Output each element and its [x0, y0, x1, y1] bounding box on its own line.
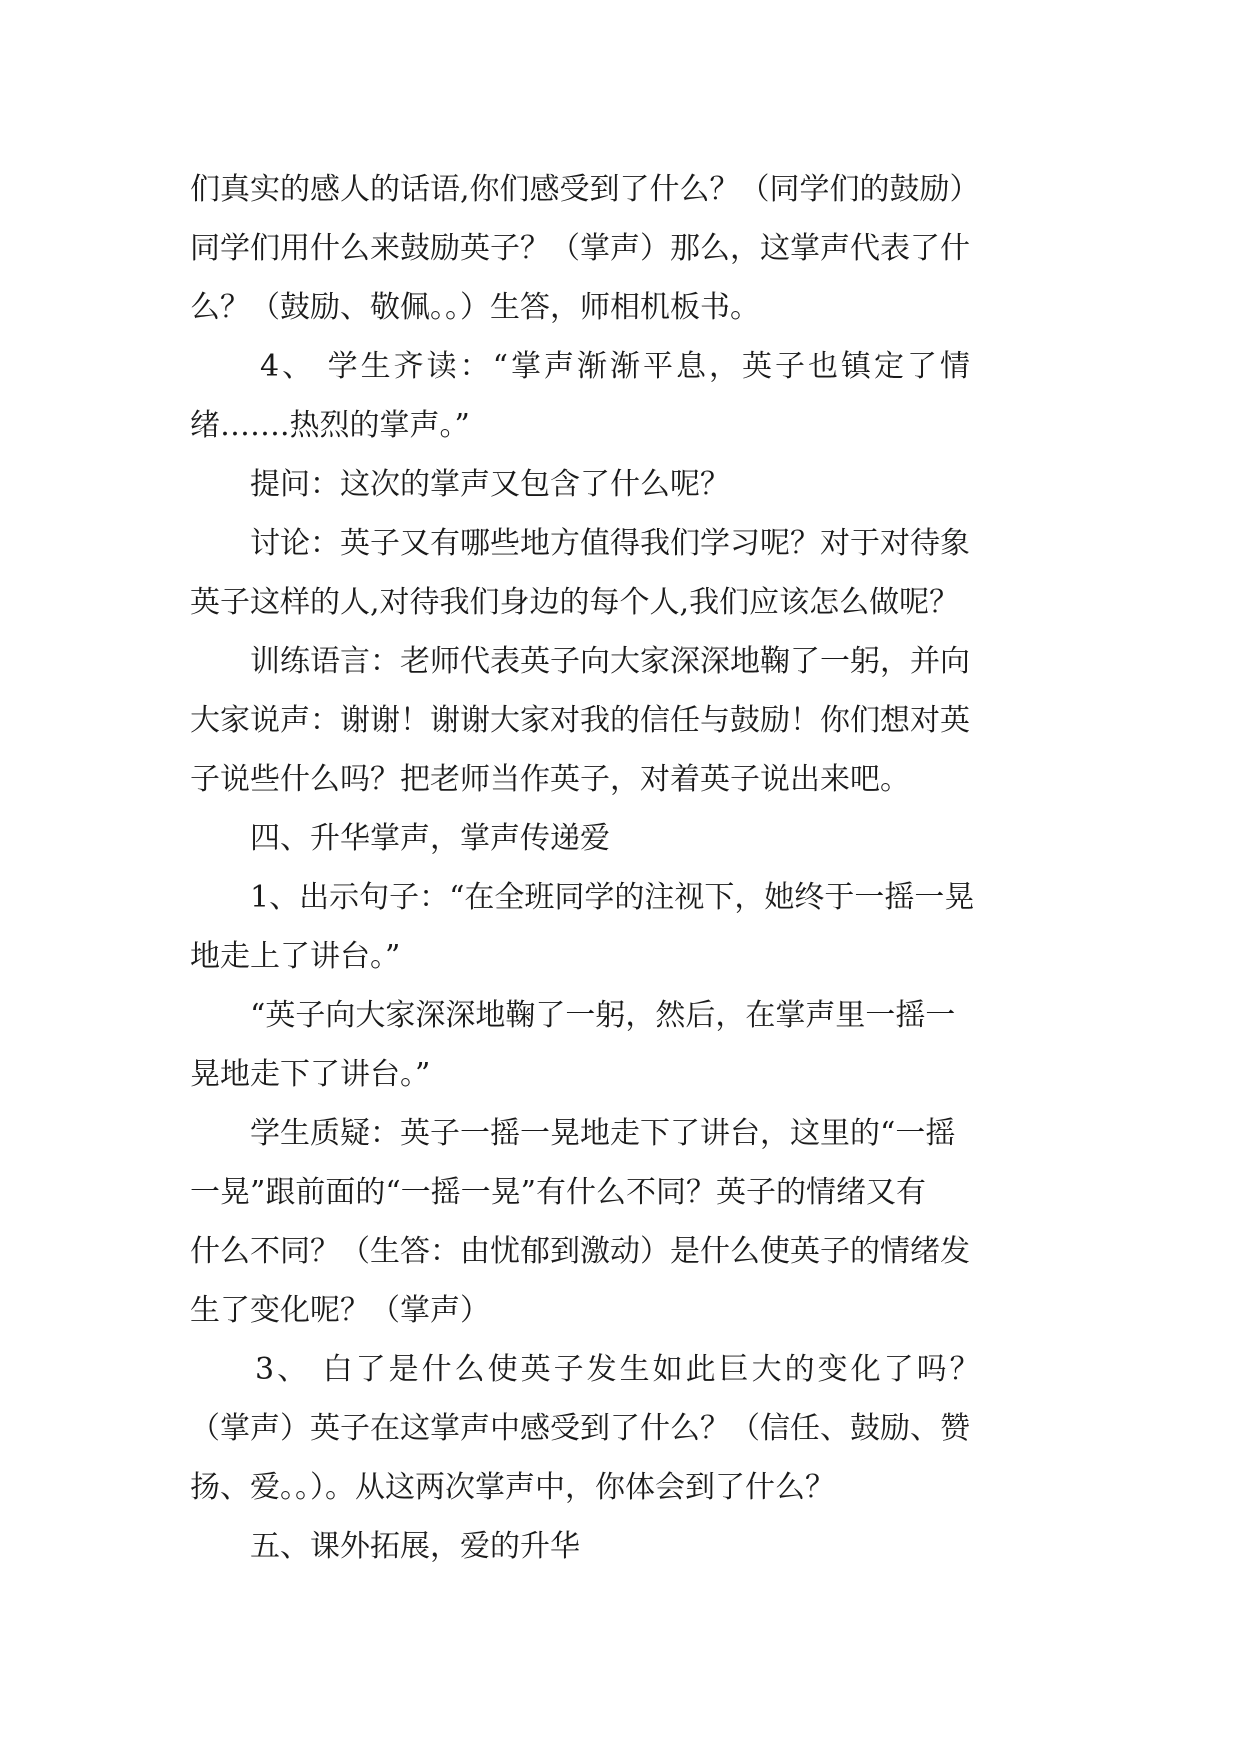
text-line: 子说些什么吗？把老师当作英子，对着英子说出来吧。 — [190, 762, 910, 797]
text-line: 学生质疑：英子一摇一晃地走下了讲台，这里的“一摇 — [250, 1116, 956, 1151]
text-line: （掌声）英子在这掌声中感受到了什么？（信任、鼓励、赞 — [190, 1411, 970, 1446]
text-line: 扬、爱。。）。从这两次掌声中，你体会到了什么？ — [190, 1470, 835, 1505]
text-line: 大家说声：谢谢！谢谢大家对我的信任与鼓励！你们想对英 — [190, 703, 970, 738]
text-line: 绪…….热烈的掌声。” — [190, 408, 470, 443]
text-line: 生了变化呢？（掌声） — [190, 1293, 490, 1328]
text-line: 同学们用什么来鼓励英子？（掌声）那么，这掌声代表了什 — [190, 231, 970, 266]
text-line: 英子这样的人,对待我们身边的每个人,我们应该怎么做呢？ — [190, 585, 960, 620]
text-line: 么？（鼓励、敬佩。。）生答，师相机板书。 — [190, 290, 760, 325]
text-line: 讨论：英子又有哪些地方值得我们学习呢？对于对待象 — [250, 526, 970, 561]
text-line: 1、出示句子：“在全班同学的注视下，她终于一摇一晃 — [250, 880, 975, 915]
document-body — [190, 160, 1090, 1576]
text-line: 一晃”跟前面的“一摇一晃”有什么不同？英子的情绪又有 — [190, 1175, 927, 1210]
text-line: 3、 白了是什么使英子发生如此巨大的变化了吗？ — [255, 1352, 983, 1387]
text-line: 什么不同？（生答：由忧郁到激动）是什么使英子的情绪发 — [190, 1234, 970, 1269]
text-line: “英子向大家深深地鞠了一躬，然后，在掌声里一摇一 — [250, 998, 956, 1033]
text-line: 晃地走下了讲台。” — [190, 1057, 431, 1092]
text-line: 提问：这次的掌声又包含了什么呢？ — [250, 467, 730, 502]
text-line: 五、课外拓展，爱的升华 — [250, 1529, 580, 1564]
text-line: 四、升华掌声，掌声传递爱 — [250, 821, 610, 856]
text-line: 地走上了讲台。” — [190, 939, 401, 974]
text-line: 训练语言：老师代表英子向大家深深地鞠了一躬，并向 — [250, 644, 970, 679]
text-line: 们真实的感人的话语,你们感受到了什么？（同学们的鼓励） — [190, 172, 980, 207]
text-line: 4、 学生齐读：“掌声渐渐平息，英子也镇定了情 — [260, 349, 973, 384]
